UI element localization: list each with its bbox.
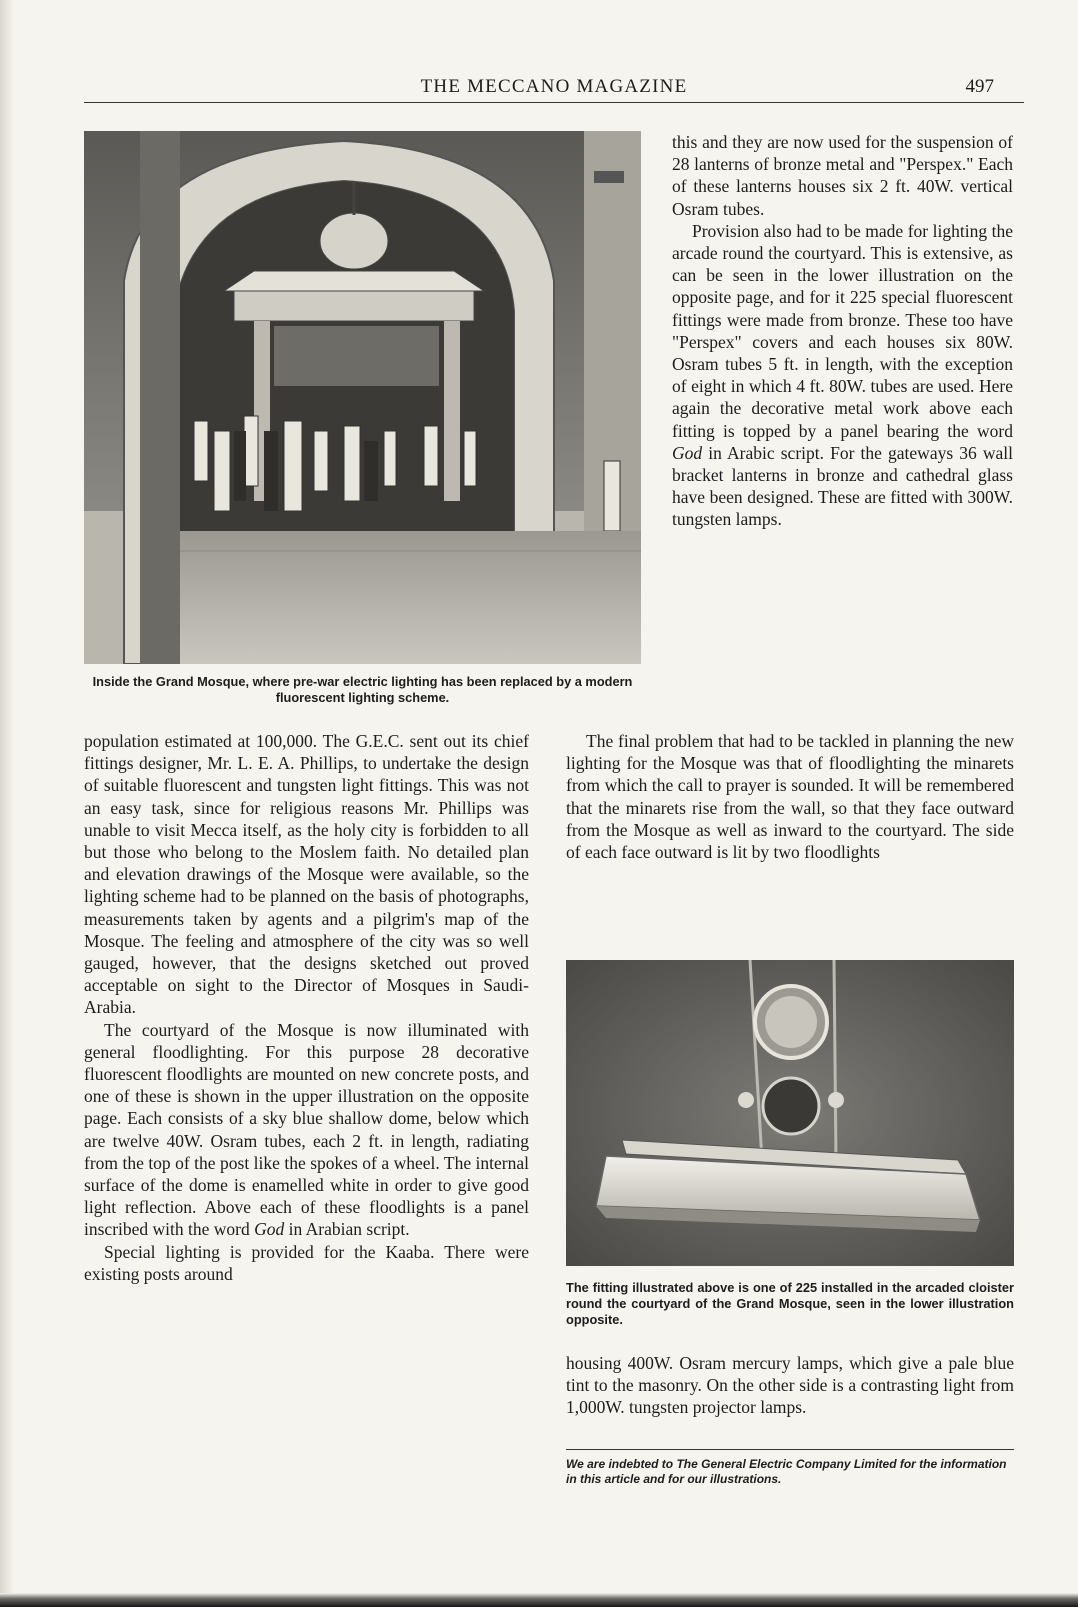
acknowledgement-rule (566, 1449, 1014, 1450)
article-right-bottom (566, 1352, 1014, 1419)
right-top-paragraph-1: this and they are now used for the suspension of 28 lanterns of bronze metal and "Perspex." Each of these lanterns houses six 2 ft. 40W. vertical Osram tubes. (672, 132, 1013, 219)
mosque-photo-caption: Inside the Grand Mosque, where pre-war electric lighting has been replaced by a modern fluorescent lighting scheme. (92, 674, 633, 705)
left-paragraph-1: population estimated at 100,000. The G.E.C. sent out its chief fittings designer, Mr. L. E. A. Phillips, to undertake the design of suitable fluorescent and tungsten light fittings. This was not an easy task, since for religious reasons Mr. Phillips was unable to visit Mecca itself, as the holy city is forbidden to all but those who belong to the Moslem faith. No detailed plan and elevation drawings of the Mosque were available, so the lighting scheme had to be planned on the basis of photographs, measurements taken by agents and a pilgrim's map of the Mosque. The feeling and atmosphere of the city was so well gauged, however, that the designs sketched out proved acceptable on sight to the Director of Mosques in Saudi-Arabia. (84, 731, 529, 1018)
light-fitting-photograph (566, 960, 1014, 1266)
right-p2-italic: God (672, 442, 703, 463)
right-mid-paragraph-1: The final problem that had to be tackled in planning the new lighting for the Mosque was that of floodlighting the minarets from which the call to prayer is sounded. It will be remembered that the minarets rise from the wall, so that they face outward from the Mosque as well as inward to the courtyard. The side of each face outward is lit by two floodlights (566, 731, 1014, 863)
page-bottom-shadow (0, 1593, 1078, 1607)
fitting-photo-caption: The fitting illustrated above is one of 225 installed in the arcaded cloister round the courtyard of the Grand Mosque, seen in the lower illustration opposite. (566, 1280, 1014, 1327)
article-left-column (84, 730, 529, 1285)
magazine-title: THE MECCANO MAGAZINE (420, 76, 688, 97)
left-p2-italic: God (254, 1219, 285, 1240)
article-right-middle (566, 730, 1014, 863)
right-top-paragraph-2 (672, 220, 1013, 531)
acknowledgement-note: We are indebted to The General Electric Company Limited for the information in this article and for our illustrations. (566, 1457, 1007, 1486)
left-paragraph-3: Special lighting is provided for the Kaaba. There were existing posts around (84, 1241, 529, 1284)
article-right-top (672, 131, 1013, 531)
page-number: 497 (965, 76, 994, 97)
left-paragraph-2 (84, 1019, 529, 1241)
left-p2-end: in Arabian script. (288, 1219, 410, 1240)
left-p2-start: The courtyard of the Mosque is now illuminated with general floodlighting. For this purpose 28 decorative fluorescent floodlights are mounted on new concrete posts, and one of these is shown in the upper illustration on the opposite page. Each consists of a sky blue shallow dome, below which are twelve 40W. Osram tubes, each 2 ft. in length, radiating from the top of the post like the spokes of a wheel. The internal surface of the dome is enamelled white in order to give good light reflection. Above each of these floodlights is a panel inscribed with the word (84, 1019, 529, 1240)
right-p2-end: in Arabic script. For the gateways 36 wall bracket lanterns in bronze and cathedral glass have been designed. These are fitted with 300W. tungsten lamps. (672, 442, 1014, 530)
right-bottom-paragraph-1: housing 400W. Osram mercury lamps, which give a pale blue tint to the masonry. On the other side is a contrasting light from 1,000W. tungsten projector lamps. (566, 1353, 1014, 1418)
right-p2-start: Provision also had to be made for lighting the arcade round the courtyard. This is extensive, as can be seen in the lower illustration on the opposite page, and for it 225 special fluorescent fittings were made from bronze. These too have "Perspex" covers and each houses six 80W. Osram tubes 5 ft. in length, with the exception of eight in which 4 ft. 80W. tubes are used. Here again the decorative metal work above each fitting is topped by a panel bearing the word (672, 220, 1013, 441)
mosque-photograph (84, 131, 641, 664)
page-edge-shadow (0, 0, 14, 1607)
running-head (84, 72, 1024, 103)
